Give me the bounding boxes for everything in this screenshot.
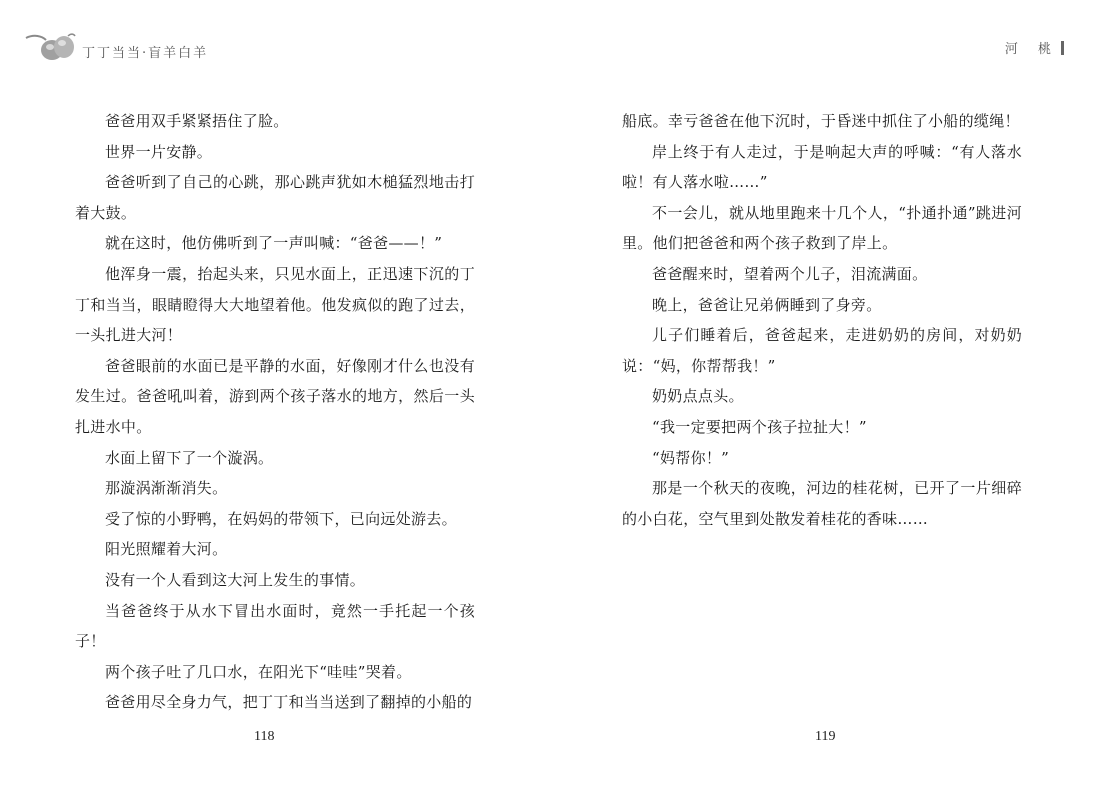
paragraph: 没有一个人看到这大河上发生的事情。 xyxy=(105,570,366,589)
running-header-right xyxy=(1005,38,1064,57)
paragraph: 儿子们睡着后，爸爸起来，走进奶奶的房间，对奶奶说：“妈，你帮帮我！” xyxy=(622,326,1022,375)
paragraph: 爸爸用双手紧紧捂住了脸。 xyxy=(105,112,289,130)
chapter-title: 河 桃 xyxy=(1004,42,1059,57)
right-page-text xyxy=(622,106,1022,534)
series-title: 丁丁当当·盲羊白羊 xyxy=(82,45,209,61)
paragraph: “我一定要把两个孩子拉扯大！” xyxy=(652,417,867,436)
paragraph: 不一会儿，就从地里跑来十几个人，“扑通扑通”跳进河里。他们把爸爸和两个孩子救到了岸上。 xyxy=(622,203,1022,253)
paragraph: 两个孩子吐了几口水，在阳光下“哇哇”哭着。 xyxy=(105,662,412,681)
paragraph: 爸爸用尽全身力气，把丁丁和当当送到了翻掉的小船的 xyxy=(105,693,473,712)
paragraph: 当爸爸终于从水下冒出水面时，竟然一手托起一个孩子！ xyxy=(75,601,475,651)
paragraph: 阳光照耀着大河。 xyxy=(105,540,228,559)
paragraph: 爸爸醒来时，望着两个儿子，泪流满面。 xyxy=(652,264,928,283)
paragraph: 受了惊的小野鸭，在妈妈的带领下，已向远处游去。 xyxy=(105,509,457,528)
gourd-logo-icon xyxy=(24,30,78,64)
left-page-text xyxy=(75,106,475,718)
page-number-right: 119 xyxy=(815,729,836,744)
paragraph: 奶奶点点头。 xyxy=(652,387,744,406)
paragraph: 晚上，爸爸让兄弟俩睡到了身旁。 xyxy=(652,295,882,314)
header-bar-divider xyxy=(1061,41,1064,55)
paragraph: 爸爸听到了自己的心跳，那心跳声犹如木槌猛烈地击打着大鼓。 xyxy=(75,173,475,222)
paragraph: 世界一片安静。 xyxy=(105,142,213,161)
paragraph: 那是一个秋天的夜晚，河边的桂花树，已开了一片细碎的小白花，空气里到处散发着桂花的香味…… xyxy=(622,479,1022,528)
running-header-left xyxy=(24,30,208,64)
paragraph: 他浑身一震，抬起头来，只见水面上，正迅速下沉的丁丁和当当，眼睛瞪得大大地望着他。他发疯似的跑了过去，一头扎进大河！ xyxy=(75,264,475,345)
paragraph: “妈帮你！” xyxy=(652,448,730,467)
paragraph: 就在这时，他仿佛听到了一声叫喊：“爸爸——！” xyxy=(105,234,443,253)
page-number-left: 118 xyxy=(254,729,275,744)
paragraph: 爸爸眼前的水面已是平静的水面，好像刚才什么也没有发生过。爸爸吼叫着，游到两个孩子落水的地方，然后一头扎进水中。 xyxy=(75,356,475,436)
paragraph: 岸上终于有人走过，于是响起大声的呼喊：“有人落水啦！有人落水啦……” xyxy=(622,142,1022,192)
paragraph: 水面上留下了一个漩涡。 xyxy=(105,448,274,467)
paragraph: 那漩涡渐渐消失。 xyxy=(105,479,228,498)
paragraph: 船底。幸亏爸爸在他下沉时，于昏迷中抓住了小船的缆绳！ xyxy=(622,112,1020,130)
